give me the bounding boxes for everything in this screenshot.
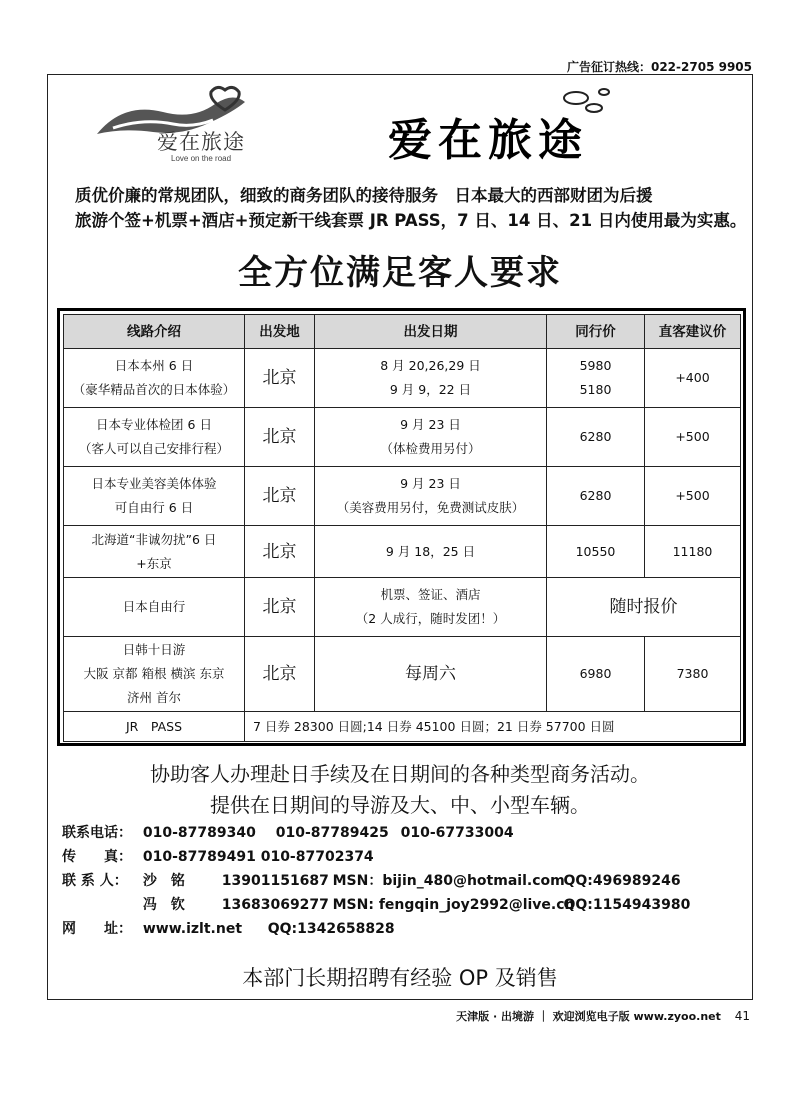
retail-price-cell: +500 xyxy=(645,467,741,526)
origin-cell: 北京 xyxy=(245,467,315,526)
retail-price-cell: +500 xyxy=(645,408,741,467)
contact-website xyxy=(62,918,395,938)
route-cell: 日本本州 6 日 （豪华精品首次的日本体验） xyxy=(64,349,245,408)
retail-price-cell: 7380 xyxy=(645,637,741,712)
peer-price-cell: 6980 xyxy=(547,637,645,712)
table-row xyxy=(64,526,741,578)
person-msn: MSN：bijin_480@hotmail.com xyxy=(332,873,565,889)
route-cell: 日本专业体检团 6 日 （客人可以自己安排行程） xyxy=(64,408,245,467)
header-peer-price: 同行价 xyxy=(547,315,645,349)
headline: 全方位满足客人要求 xyxy=(238,253,562,293)
footer-text: 天津版 · 出境游 ｜ 欢迎浏览电子版 www.zyoo.net xyxy=(456,1010,721,1023)
phone-3: 010-67733004 xyxy=(400,825,514,841)
peer-price-cell: 5980 5180 xyxy=(547,349,645,408)
peer-price-cell: 10550 xyxy=(547,526,645,578)
phone-1: 010-87789340 xyxy=(142,825,256,841)
website-link[interactable]: www.izlt.net xyxy=(142,921,243,937)
header-route: 线路介绍 xyxy=(64,315,245,349)
header-retail-price: 直客建议价 xyxy=(645,315,741,349)
price-table xyxy=(63,314,741,742)
ad-hotline: 广告征订热线：022-2705 9905 xyxy=(566,60,752,74)
retail-price-cell: +400 xyxy=(645,349,741,408)
dates-cell: 9 月 18，25 日 xyxy=(315,526,547,578)
fax-numbers: 010-87789491 010-87702374 xyxy=(142,849,374,865)
origin-cell: 北京 xyxy=(245,408,315,467)
table-row xyxy=(64,637,741,712)
intro-line-1: 质优价廉的常规团队，细致的商务团队的接待服务 日本最大的西部财团为后援 xyxy=(75,186,653,205)
phone-label: 联系电话： xyxy=(62,825,132,841)
jr-pass-prices: 7 日券 28300 日圆;14 日券 45100 日圆；21 日券 57700 日圆 xyxy=(245,712,741,742)
route-cell: 北海道“非诚勿扰”6 日 +东京 xyxy=(64,526,245,578)
origin-cell: 北京 xyxy=(245,578,315,637)
origin-cell: 北京 xyxy=(245,349,315,408)
jr-pass-row xyxy=(64,712,741,742)
phone-2: 010-87789425 xyxy=(275,825,389,841)
dates-cell: 机票、签证、酒店 （2 人成行，随时发团！） xyxy=(315,578,547,637)
route-cell: 日本自由行 xyxy=(64,578,245,637)
person-msn: MSN: fengqin_joy2992@live.cn xyxy=(332,897,575,913)
intro-line-2: 旅游个签+机票+酒店+预定新干线套票 JR PASS，7 日、14 日、21 日内使用最为实惠。 xyxy=(75,211,747,230)
merged-price-cell: 随时报价 xyxy=(547,578,741,637)
person-phone: 13683069277 xyxy=(221,897,329,913)
page-number: 41 xyxy=(734,1009,750,1023)
contact-person-2 xyxy=(62,894,690,914)
origin-cell: 北京 xyxy=(245,637,315,712)
person-name: 沙 铭 xyxy=(142,873,185,889)
person-qq: QQ:496989246 xyxy=(563,873,681,889)
person-qq: QQ:1154943980 xyxy=(563,897,691,913)
peer-price-cell: 6280 xyxy=(547,467,645,526)
fax-label: 传 真： xyxy=(62,849,132,865)
person-label: 联 系 人： xyxy=(62,873,128,889)
jr-pass-label: JR PASS xyxy=(64,712,245,742)
route-cell: 日韩十日游 大阪 京都 箱根 横滨 东京 济州 首尔 xyxy=(64,637,245,712)
service-line-1: 协助客人办理赴日手续及在日期间的各种类型商务活动。 xyxy=(150,762,650,786)
logo-left xyxy=(93,82,283,168)
contact-fax xyxy=(62,846,374,866)
person-phone: 13901151687 xyxy=(221,873,329,889)
logo-left-title: 爱在旅途 xyxy=(157,130,245,154)
recruit-notice: 本部门长期招聘有经验 OP 及销售 xyxy=(242,966,558,990)
table-row xyxy=(64,408,741,467)
logo-right xyxy=(380,82,670,168)
price-table-frame xyxy=(57,308,746,746)
contact-person-1 xyxy=(62,870,681,890)
dates-cell: 9 月 23 日 （美容费用另付，免费测试皮肤） xyxy=(315,467,547,526)
retail-price-cell: 11180 xyxy=(645,526,741,578)
page-footer xyxy=(456,1008,750,1024)
person-name: 冯 钦 xyxy=(142,897,185,913)
logo-right-title: 爱在旅途 xyxy=(388,115,588,166)
service-line-2: 提供在日期间的导游及大、中、小型车辆。 xyxy=(210,793,590,817)
origin-cell: 北京 xyxy=(245,526,315,578)
dates-cell: 8 月 20,26,29 日 9 月 9，22 日 xyxy=(315,349,547,408)
table-header-row xyxy=(64,315,741,349)
dates-cell: 9 月 23 日 （体检费用另付） xyxy=(315,408,547,467)
dates-cell: 每周六 xyxy=(315,637,547,712)
header-origin: 出发地 xyxy=(245,315,315,349)
header-dates: 出发日期 xyxy=(315,315,547,349)
web-label: 网 址： xyxy=(62,921,132,937)
table-row xyxy=(64,467,741,526)
web-qq: QQ:1342658828 xyxy=(267,921,395,937)
logo-left-subtitle: Love on the road xyxy=(171,154,232,163)
table-row xyxy=(64,349,741,408)
route-cell: 日本专业美容美体体验 可自由行 6 日 xyxy=(64,467,245,526)
peer-price-cell: 6280 xyxy=(547,408,645,467)
contact-phones xyxy=(62,822,514,842)
table-row xyxy=(64,578,741,637)
